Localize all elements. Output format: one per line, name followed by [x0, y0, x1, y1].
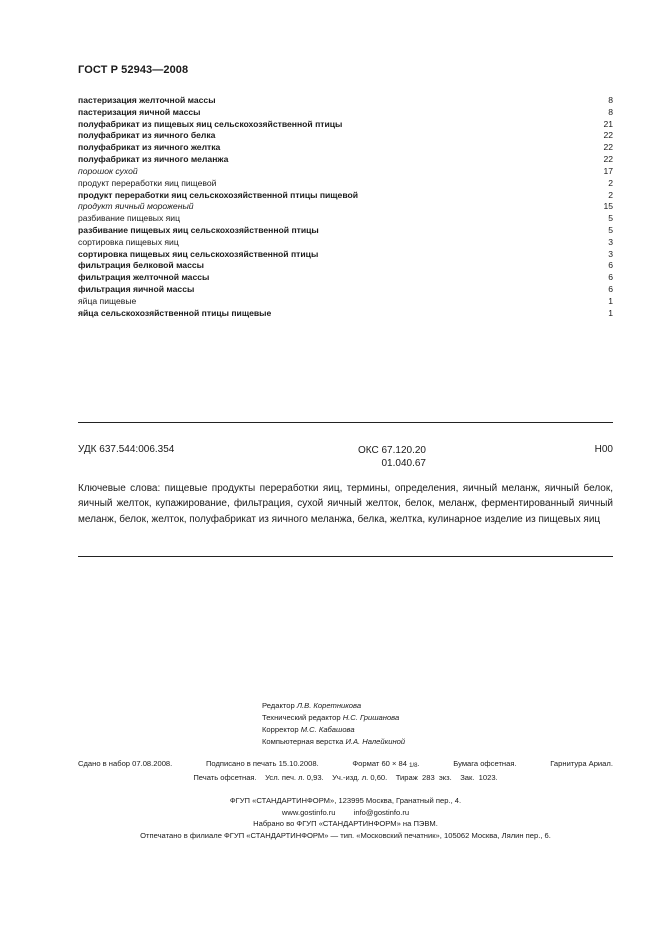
index-page-number: 1 [608, 295, 613, 306]
index-entry [78, 166, 613, 178]
index-entry [78, 107, 613, 119]
index-page-number: 15 [603, 201, 613, 212]
index-page-number: 1 [608, 307, 613, 318]
classification-row [78, 444, 613, 474]
index-term: полуфабрикат из яичного желтка [78, 142, 221, 153]
keywords-paragraph: Ключевые слова: пищевые продукты переработки яиц, термины, определения, яичный меланж, яичный белок, яичный желток, купажирование, фильтрация, сухой яичный желток, белок, меланж, ферментированный яичный меланж, белок, желток, полуфабрикат из яичного меланжа, белка, желтка, кулинарное изделие из пищевых яиц [78, 483, 613, 525]
index-page-number: 6 [608, 260, 613, 271]
index-page-number: 2 [608, 177, 613, 188]
index-entry [78, 296, 613, 308]
index-term: сортировка пищевых яиц [78, 236, 179, 247]
publisher-address: ФГУП «СТАНДАРТИНФОРМ», 123995 Москва, Гранатный пер., 4. [229, 796, 462, 805]
format-fraction: 1/8 [409, 763, 418, 769]
index-term: пастеризация яичной массы [78, 106, 201, 117]
index-term: полуфабрикат из яичного белка [78, 130, 216, 141]
index-entry [78, 119, 613, 131]
credit-technical-editor: Технический редактор Н.С. Гришанова [262, 713, 400, 723]
index-term: сортировка пищевых яиц сельскохозяйственной птицы [78, 248, 319, 259]
index-term: продукт переработки яиц пищевой [78, 177, 217, 188]
index-term: фильтрация яичной массы [78, 284, 195, 294]
print-details-line-2: Печать офсетная. Усл. печ. л. 0,93. Уч.-изд. л. 0,60. Тираж 283 экз. Зак. 1023. [193, 773, 498, 782]
page-header-standard-code: ГОСТ Р 52943—2008 [78, 64, 189, 76]
print-details-line-1 [78, 758, 613, 772]
index-page-number: 22 [603, 130, 613, 141]
publisher-info [78, 795, 613, 841]
index-page-number: 22 [603, 142, 613, 153]
typeface: Гарнитура Ариал. [550, 759, 613, 768]
index-entry [78, 249, 613, 261]
index-term: пастеризация желточной массы [78, 95, 216, 105]
top-divider [78, 422, 613, 423]
credit-editor: Редактор Л.В. Коретникова [262, 701, 362, 710]
index-term: продукт яичный мороженый [78, 201, 194, 212]
index-term: разбивание пищевых яиц сельскохозяйственной птицы [78, 224, 319, 235]
index-page-number: 6 [608, 272, 613, 283]
index-term: полуфабрикат из яичного меланжа [78, 154, 229, 165]
index-entry [78, 190, 613, 202]
udk-code: УДК 637.544:006.354 [78, 444, 175, 455]
index-entry [78, 260, 613, 272]
index-page-number: 6 [608, 284, 613, 294]
index-entry [78, 225, 613, 237]
index-term: продукт переработки яиц сельскохозяйственной птицы пищевой [78, 189, 359, 200]
publisher-email-link[interactable]: info@gostinfo.ru [353, 807, 410, 817]
index-page-number: 8 [608, 95, 613, 105]
okstu-code: Н00 [594, 444, 613, 455]
bottom-divider [78, 556, 613, 557]
index-entry [78, 237, 613, 249]
sign-date: Подписано в печать 15.10.2008. [205, 759, 319, 768]
index-entry [78, 178, 613, 190]
editorial-credits [262, 700, 405, 748]
publisher-website-link[interactable]: www.gostinfo.ru [281, 807, 336, 817]
index-term: фильтрация белковой массы [78, 260, 204, 271]
index-entry [78, 308, 613, 320]
index-entry [78, 272, 613, 284]
oks-code-primary: ОКС 67.120.20 [358, 445, 426, 456]
set-date: Сдано в набор 07.08.2008. [78, 759, 173, 768]
index-page-number: 17 [603, 165, 613, 176]
index-term: яйца сельскохозяйственной птицы пищевые [78, 307, 272, 318]
oks-codes [358, 444, 426, 470]
paper-type: Бумага офсетная. [453, 759, 517, 768]
oks-code-secondary: 01.040.67 [381, 458, 426, 469]
index-term: порошок сухой [78, 165, 138, 176]
index-page-number: 5 [608, 224, 613, 235]
index-entry [78, 142, 613, 154]
index-page-number: 3 [608, 248, 613, 259]
index-entry [78, 284, 613, 296]
index-entry [78, 95, 613, 107]
credit-proofreader: Корректор М.С. Кабашова [262, 725, 355, 735]
index-page-number: 8 [608, 106, 613, 117]
index-page-number: 21 [603, 118, 613, 129]
publisher-contacts [78, 807, 613, 819]
alphabetical-term-index [78, 95, 613, 319]
index-term: фильтрация желточной массы [78, 272, 210, 283]
index-entry [78, 154, 613, 166]
index-term: полуфабрикат из пищевых яиц сельскохозяйственной птицы [78, 118, 343, 129]
index-page-number: 2 [608, 189, 613, 200]
index-entry [78, 213, 613, 225]
index-term: яйца пищевые [78, 295, 137, 306]
index-page-number: 22 [603, 154, 613, 165]
index-page-number: 5 [608, 213, 613, 224]
typesetting-note: Набрано во ФГУП «СТАНДАРТИНФОРМ» на ПЭВМ. [253, 819, 438, 829]
index-term: разбивание пищевых яиц [78, 213, 181, 224]
printing-note: Отпечатано в филиале ФГУП «СТАНДАРТИНФОРМ» — тип. «Московский печатник», 105062 Москва, Лялин пер., 6. [140, 830, 551, 840]
index-entry [78, 201, 613, 213]
credit-layout: Компьютерная верстка И.А. Налейкиной [262, 737, 406, 747]
index-entry [78, 130, 613, 142]
format: Формат 60 × 84 1/8. [352, 759, 420, 769]
index-page-number: 3 [608, 236, 613, 247]
